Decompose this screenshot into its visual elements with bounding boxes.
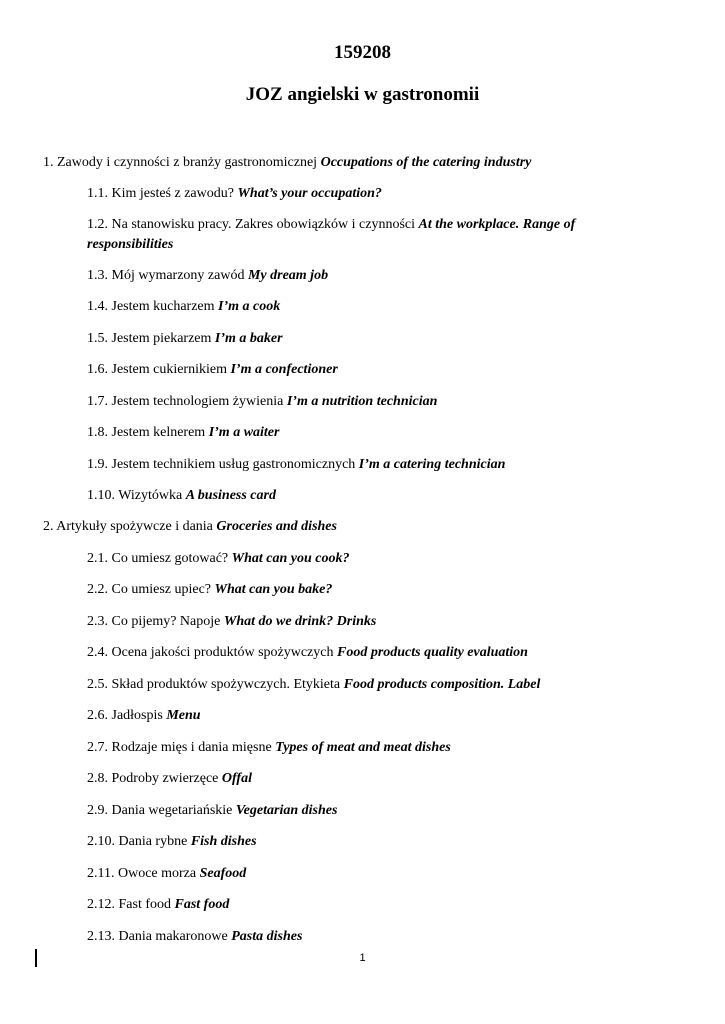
item-en: What can you bake? — [214, 582, 333, 597]
item-pl: 2.6. Jadłospis — [87, 708, 163, 723]
item-en: My dream job — [247, 268, 329, 283]
item-pl: 1.9. Jestem technikiem usług gastronomicznych — [87, 457, 356, 472]
item-en: Seafood — [199, 866, 247, 881]
item-en: What can you cook? — [231, 551, 350, 566]
item-pl: 2.9. Dania wegetariańskie — [87, 803, 233, 818]
item-en: At the workplace. Range of responsibilities — [87, 217, 576, 252]
item-en: What do we drink? Drinks — [223, 614, 377, 629]
item-en: Types of meat and meat dishes — [275, 740, 451, 755]
document-title: JOZ angielski w gastronomii — [245, 84, 480, 105]
list-item — [87, 184, 382, 204]
list-item — [87, 392, 437, 412]
section-heading-pl: 2. Artykuły spożywcze i dania — [43, 519, 213, 534]
item-en: I’m a nutrition technician — [286, 394, 438, 409]
section-heading-en: Occupations of the catering industry — [320, 155, 532, 170]
list-item — [87, 215, 612, 255]
section-heading-en: Groceries and dishes — [216, 519, 337, 534]
list-item — [87, 580, 332, 600]
item-pl: 2.7. Rodzaje mięs i dania mięsne — [87, 740, 272, 755]
section-heading-pl: 1. Zawody i czynności z branży gastronomicznej — [43, 155, 318, 170]
item-en: I’m a catering technician — [358, 457, 506, 472]
list-item — [87, 832, 257, 852]
list-item — [87, 643, 528, 663]
section-heading-1 — [43, 153, 531, 173]
item-pl: 2.5. Skład produktów spożywczych. Etykieta — [87, 677, 341, 692]
item-en: Food products composition. Label — [343, 677, 541, 692]
item-pl: 1.6. Jestem cukiernikiem — [87, 362, 227, 377]
item-en: Menu — [166, 708, 201, 723]
item-pl: 1.4. Jestem kucharzem — [87, 299, 215, 314]
list-item — [87, 329, 283, 349]
item-en: Fast food — [174, 897, 230, 912]
item-en: Fish dishes — [190, 834, 257, 849]
item-pl: 2.8. Podroby zwierzęce — [87, 771, 219, 786]
list-item — [87, 360, 338, 380]
list-item — [87, 706, 201, 726]
item-pl: 2.13. Dania makaronowe — [87, 929, 228, 944]
item-pl: 1.5. Jestem piekarzem — [87, 331, 212, 346]
item-pl: 1.8. Jestem kelnerem — [87, 425, 206, 440]
item-pl: 1.7. Jestem technologiem żywienia — [87, 394, 284, 409]
item-en: Pasta dishes — [231, 929, 303, 944]
item-pl: 2.11. Owoce morza — [87, 866, 197, 881]
item-pl: 2.1. Co umiesz gotować? — [87, 551, 229, 566]
list-item — [87, 675, 540, 695]
item-pl: 2.12. Fast food — [87, 897, 171, 912]
item-en: Vegetarian dishes — [235, 803, 338, 818]
list-item — [87, 927, 302, 947]
list-item — [87, 266, 328, 286]
item-pl: 2.3. Co pijemy? Napoje — [87, 614, 221, 629]
item-en: Offal — [221, 771, 252, 786]
item-en: A business card — [185, 488, 276, 503]
list-item — [87, 612, 376, 632]
list-item — [87, 455, 505, 475]
item-en: I’m a waiter — [208, 425, 280, 440]
section-heading-2 — [43, 517, 337, 537]
list-item — [87, 486, 276, 506]
page-number: 1 — [359, 952, 366, 964]
item-pl: 2.10. Dania rybne — [87, 834, 188, 849]
item-en: Food products quality evaluation — [336, 645, 528, 660]
list-item — [87, 864, 246, 884]
item-en: I’m a cook — [218, 299, 281, 314]
item-pl: 1.3. Mój wymarzony zawód — [87, 268, 245, 283]
list-item — [87, 738, 451, 758]
item-en: I’m a confectioner — [230, 362, 338, 377]
item-en: What’s your occupation? — [237, 186, 382, 201]
item-pl: 1.2. Na stanowisku pracy. Zakres obowiązków i czynności — [87, 217, 416, 232]
item-pl: 1.10. Wizytówka — [87, 488, 183, 503]
item-pl: 2.2. Co umiesz upiec? — [87, 582, 212, 597]
list-item — [87, 423, 279, 443]
list-item — [87, 769, 252, 789]
item-pl: 1.1. Kim jesteś z zawodu? — [87, 186, 234, 201]
item-pl: 2.4. Ocena jakości produktów spożywczych — [87, 645, 334, 660]
list-item — [87, 801, 337, 821]
list-item — [87, 297, 280, 317]
list-item — [87, 895, 229, 915]
item-en: I’m a baker — [214, 331, 283, 346]
list-item — [87, 549, 349, 569]
document-code: 159208 — [334, 42, 391, 63]
